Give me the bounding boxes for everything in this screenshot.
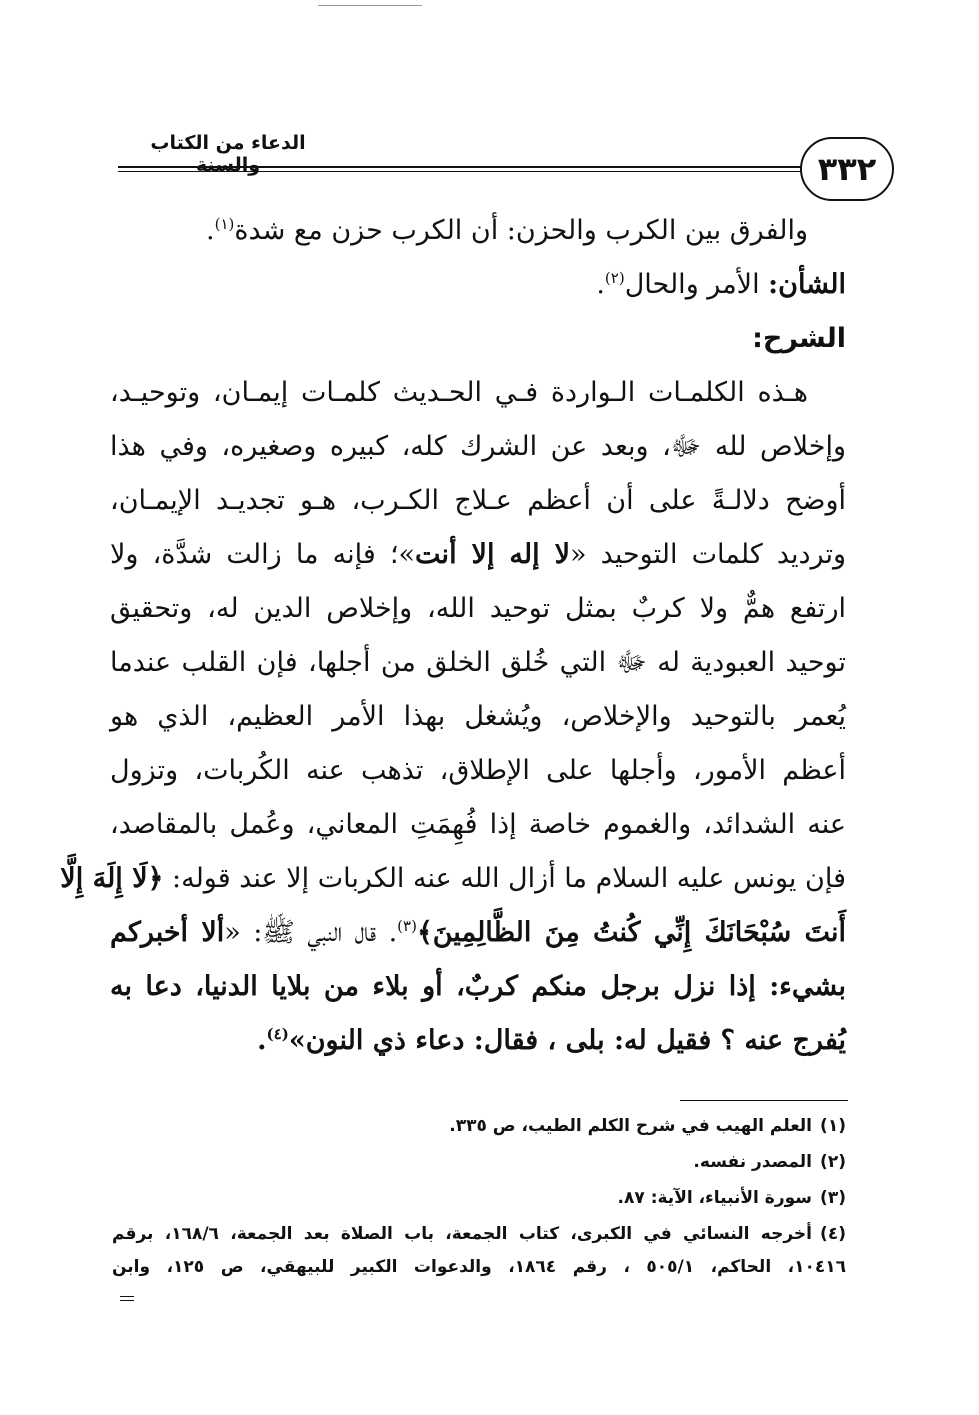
body-line: أوضح دلالـةً على أن أعظم عـلاج الكـرب، هـو تجديـد الإيمـان، — [110, 485, 846, 516]
header-rule-thick — [118, 166, 812, 168]
quran-verse: ﴿لَا إِلَهَ إِلَّا — [60, 863, 164, 894]
hadith-line: يُفرج عنه ؟ فقيل له: بلى ، فقال: دعاء ذي النون»$^{(٤)}$. — [257, 1025, 846, 1056]
footnote: (١)العلم الهيب في شرح الكلم الطيب، ص ٣٣٥. — [449, 1116, 846, 1136]
main-text — [60, 204, 846, 1068]
body-line: عنه الشدائد، والغموم خاصة إذا فُهِمَتِ المعاني، وعُمل بالمقاصد، — [110, 809, 846, 840]
body-line: الشأن: الأمر والحال$^{(٢)}$. — [596, 269, 846, 300]
body-line: وترديد كلمات التوحيد «لا إله إلا أنت»؛ فإنه ما زالت شدَّة، ولا — [110, 539, 846, 570]
term-label: الشأن: — [768, 269, 846, 300]
page-number: ٣٣٢ — [800, 137, 894, 201]
footnote-continuation: ١٠٤١٦، الحاكم، ٥٠٥/١ ، رقم ١٨٦٤، والدعوات الكبير للبيهقي، ص ١٢٥، وابن — [112, 1257, 846, 1277]
hadith-text: ألا أخبركم — [110, 917, 225, 948]
body-line: فإن يونس عليه السلام ما أزال الله عنه الكربات إلا عند قوله: ﴿لَا إِلَهَ إِلَّا — [60, 863, 846, 894]
hadith-line: بشيء: إذا نزل برجل منكم كربٌ، أو بلاء من بلايا الدنيا، دعا به — [110, 971, 846, 1002]
body-line: أعظم الأمور، وأجلها على الإطلاق، تذهب عنه الكُربات، وتزول — [110, 755, 846, 786]
continuation-mark — [120, 1296, 134, 1304]
footnote: (٢)المصدر نفسه. — [693, 1152, 846, 1172]
footnote: (٤)أخرجه النسائي في الكبرى، كتاب الجمعة، باب الصلاة بعد الجمعة، ١٦٨/٦، برقم — [112, 1224, 846, 1244]
tawhid-phrase: لا إله إلا أنت — [415, 539, 570, 570]
body-line: توحيد العبودية له ﷻ التي خُلق الخلق من أجلها، فإن القلب عندما — [110, 647, 846, 678]
body-line: هـذه الكلمـات الـواردة فـي الحـديث كلمـات إيمـان، وتوحيـد، — [110, 377, 808, 408]
body-line: والفرق بين الكرب والحزن: أن الكرب حزن مع شدة$^{(١)}$. — [206, 215, 808, 246]
footnote: (٣)سورة الأنبياء، الآية: ٨٧. — [617, 1188, 846, 1208]
header-rule-thin — [118, 171, 812, 172]
body-line: ارتفع همٌّ ولا كربٌ بمثل توحيد الله، وإخلاص الدين له، وتحقيق — [110, 593, 846, 624]
section-heading: الشرح: — [752, 323, 846, 354]
body-line: وإخلاص لله ﷻ، وبعد عن الشرك كله، كبيره وصغيره، وفي هذا — [110, 431, 846, 462]
scan-top-rule — [318, 5, 422, 6]
footnotes — [112, 1108, 846, 1282]
running-title: الدعاء من الكتاب والسنة — [150, 132, 306, 176]
body-line: أَنتَ سُبْحَانَكَ إِنِّي كُنتُ مِنَ الظَّالِمِينَ﴾$^{(٣)}$. قال النبي ﷺ: «ألا أخبركم — [110, 917, 846, 948]
quran-verse: أَنتَ سُبْحَانَكَ إِنِّي كُنتُ مِنَ الظَّالِمِينَ﴾ — [416, 917, 846, 948]
body-line: يُعمر بالتوحيد والإخلاص، ويُشغل بهذا الأمر العظيم، الذي هو — [110, 701, 846, 732]
footnote-separator — [680, 1100, 848, 1101]
